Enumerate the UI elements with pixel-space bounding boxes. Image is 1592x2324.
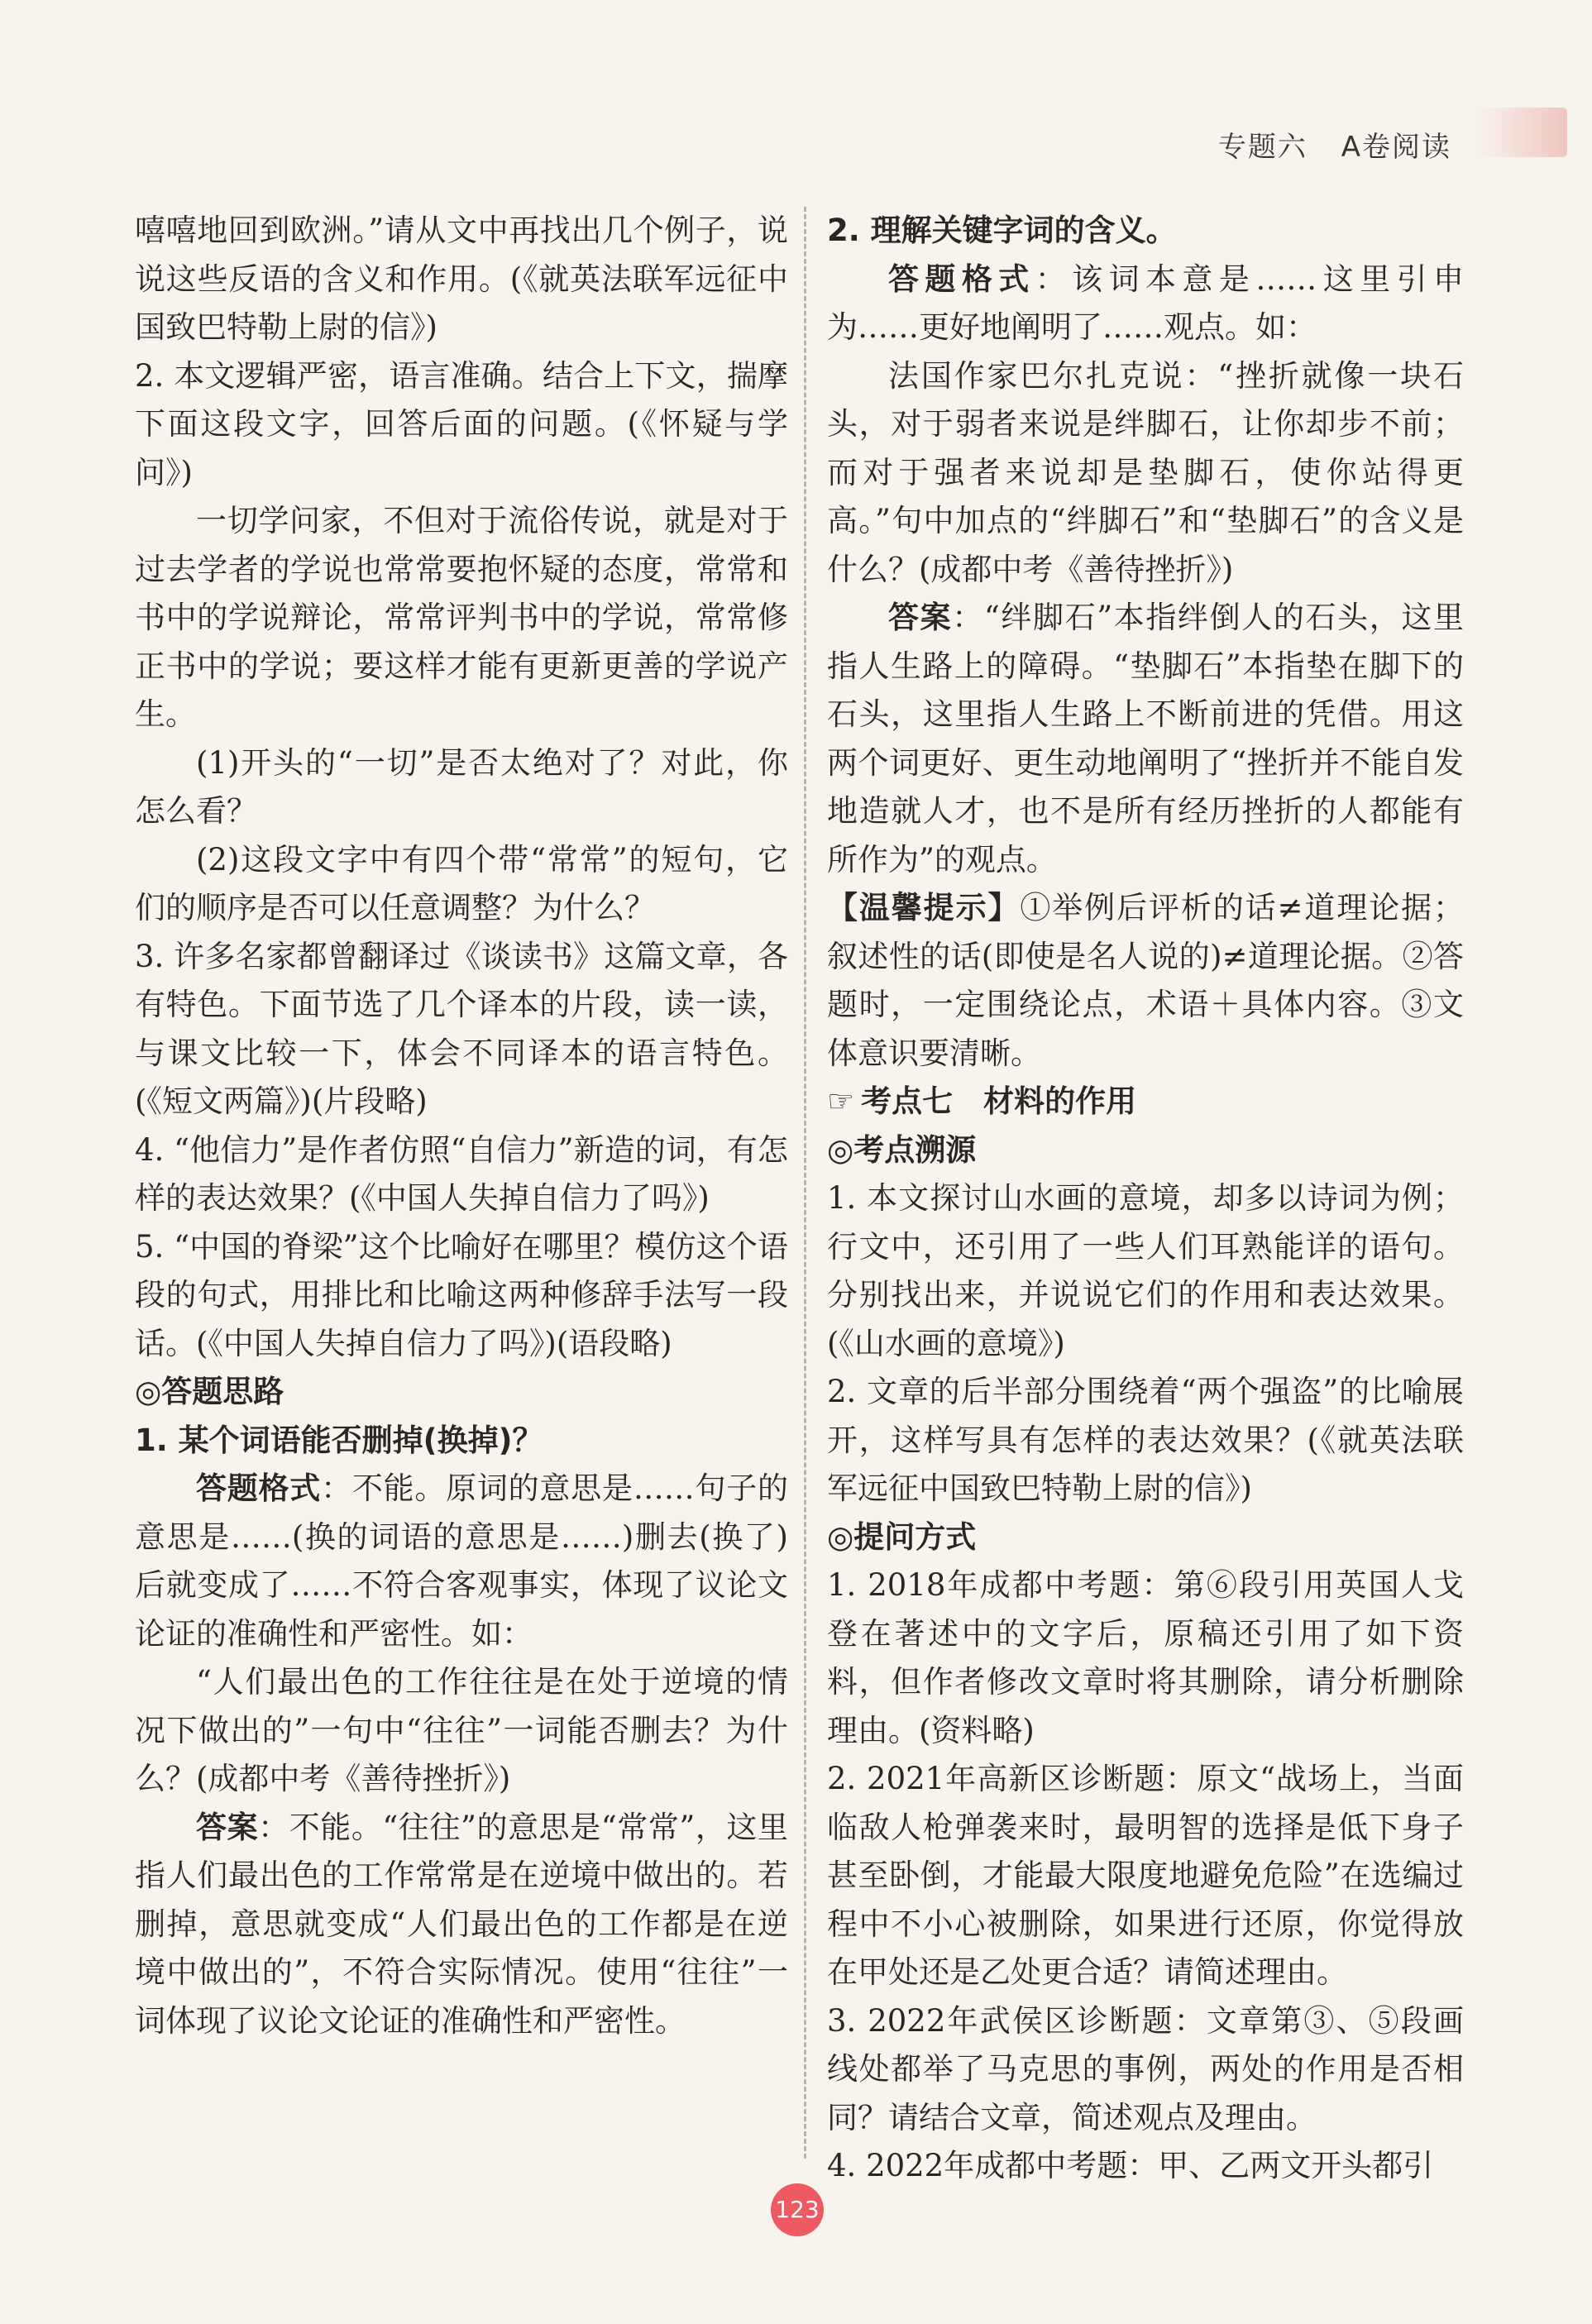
exam-question-3: 3. 2022年武侯区诊断题：文章第③、⑤段画线处都举了马克思的事例，两处的作用是否相同？请结合文章，简述观点及理由。 (827, 2002, 1464, 2135)
question-2: 2. 本文逻辑严密，语言准确。结合上下文，揣摩下面这段文字，回答后面的问题。(《怀疑与学问》) (135, 357, 788, 490)
exam-question-1: 1. 2018年成都中考题：第⑥段引用英国人戈登在著述中的文字后，原稿还引用了如下资料，但作者修改文章时将其删除，请分析删除理由。(资料略) (827, 1567, 1464, 1748)
example-question: 法国作家巴尔扎克说：“挫折就像一块石头，对于弱者来说是绊脚石，让你却步不前；而对于强者来说却是垫脚石，使你站得更高。”句中加点的“绊脚石”和“垫脚石”的含义是什么？(成都中考《善待挫折》) (827, 357, 1464, 587)
header-decoration (1476, 108, 1567, 157)
answer-format-paragraph (827, 256, 1464, 352)
heading-origin: ◎考点溯源 (827, 1131, 977, 1168)
kaodian-title: 考点七 材料的作用 (861, 1083, 1137, 1119)
answer-format-label: 答题格式 (196, 1470, 322, 1506)
answer-format-text: ：该词本意是……这里引申为……更好地阐明了……观点。如： (827, 261, 1465, 345)
pointing-hand-icon: ☞ (827, 1083, 855, 1119)
answer-format-label: 答题格式 (888, 261, 1035, 297)
question-3: 3. 许多名家都曾翻译过《谈读书》这篇文章，各有特色。下面节选了几个译本的片段，读一读，与课文比较一下，体会不同译本的语言特色。(《短文两篇》)(片段略) (135, 938, 788, 1119)
right-column (827, 207, 1464, 2191)
heading-question-type-2: 2. 理解关键字词的含义。 (827, 213, 1177, 248)
answer-label: 答案 (196, 1809, 259, 1845)
page-header (1195, 124, 1451, 165)
kaodian-heading (827, 1078, 1464, 1126)
tip-text: ①举例后评析的话≠道理论据；叙述性的话(即使是名人说的)≠道理论据。②答题时，一定围绕论点，术语＋具体内容。③文体意识要清晰。 (827, 890, 1464, 1071)
exam-question-4: 4. 2022年成都中考题：甲、乙两文开头都引 (827, 2148, 1434, 2183)
answer-paragraph (135, 1804, 788, 2046)
sub-question-1: (1)开头的“一切”是否太绝对了？对此，你怎么看？ (135, 744, 788, 829)
left-column (135, 207, 788, 2045)
header-topic: 专题六 (1217, 131, 1308, 164)
answer-paragraph (827, 594, 1464, 884)
sub-question-2: (2)这段文字中有四个带“常常”的短句，它们的顺序是否可以任意调整？为什么？ (135, 841, 788, 925)
answer-text: ：不能。“往往”的意思是“常常”，这里指人们最出色的工作常常是在逆境中做出的。若删掉，意思就变成“人们最出色的工作都是在逆境中做出的”，不符合实际情况。使用“往往”一词体现了议论文论证的准确性和严密性。 (135, 1809, 788, 2039)
origin-question-1: 1. 本文探讨山水画的意境，却多以诗词为例；行文中，还引用了一些人们耳熟能详的语句。分别找出来，并说说它们的作用和表达效果。(《山水画的意境》) (827, 1180, 1464, 1361)
answer-text: ：“绊脚石”本指绊倒人的石头，这里指人生路上的障碍。“垫脚石”本指垫在脚下的石头，这里指人生路上不断前进的凭借。用这两个词更好、更生动地阐明了“挫折并不能自发地造就人才，也不是所有经历挫折的人都能有所作为”的观点。 (827, 600, 1464, 877)
heading-question-style: ◎提问方式 (827, 1518, 977, 1555)
paragraph: 嘻嘻地回到欧洲。”请从文中再找出几个例子，说说这些反语的含义和作用。(《就英法联军远征中国致巴特勒上尉的信》) (135, 213, 788, 345)
quoted-passage: 一切学问家，不但对于流俗传说，就是对于过去学者的学说也常常要抱怀疑的态度，常常和书中的学说辩论，常常评判书中的学说，常常修正书中的学说；要这样才能有更新更善的学说产生。 (135, 503, 788, 732)
answer-label: 答案 (888, 600, 953, 635)
origin-question-2: 2. 文章的后半部分围绕着“两个强盗”的比喻展开，这样写具有怎样的表达效果？(《就英法联军远征中国致巴特勒上尉的信》) (827, 1374, 1464, 1506)
tip-paragraph (827, 884, 1464, 1078)
page-number: 123 (771, 2183, 824, 2236)
header-section: A卷阅读 (1341, 131, 1451, 164)
exam-question-2: 2. 2021年高新区诊断题：原文“战场上，当面临敌人枪弹袭来时，最明智的选择是低下身子甚至卧倒，才能最大限度地避免危险”在选编过程中不小心被删除，如果进行还原，你觉得放在甲处还是乙处更合适？请简述理由。 (827, 1761, 1464, 1990)
question-5: 5. “中国的脊梁”这个比喻好在哪里？模仿这个语段的句式，用排比和比喻这两种修辞手法写一段话。(《中国人失掉自信力了吗》)(语段略) (135, 1228, 788, 1361)
column-divider (804, 207, 806, 2159)
heading-question-type-1: 1. 某个词语能否删掉(换掉)？ (135, 1422, 543, 1458)
answer-format-paragraph (135, 1465, 788, 1658)
question-4: 4. “他信力”是作者仿照“自信力”新造的词，有怎样的表达效果？(《中国人失掉自信力了吗》) (135, 1131, 788, 1216)
example-question: “人们最出色的工作往往是在处于逆境的情况下做出的”一句中“往往”一词能否删去？为什么？(成都中考《善待挫折》) (135, 1664, 788, 1796)
tip-label: 【温馨提示】 (827, 890, 1021, 925)
answer-format-text: ：不能。原词的意思是……句子的意思是……(换的词语的意思是……)删去(换了)后就变成了……不符合客观事实，体现了议论文论证的准确性和严密性。如： (135, 1470, 789, 1652)
heading-answer-ideas: ◎答题思路 (135, 1374, 284, 1409)
